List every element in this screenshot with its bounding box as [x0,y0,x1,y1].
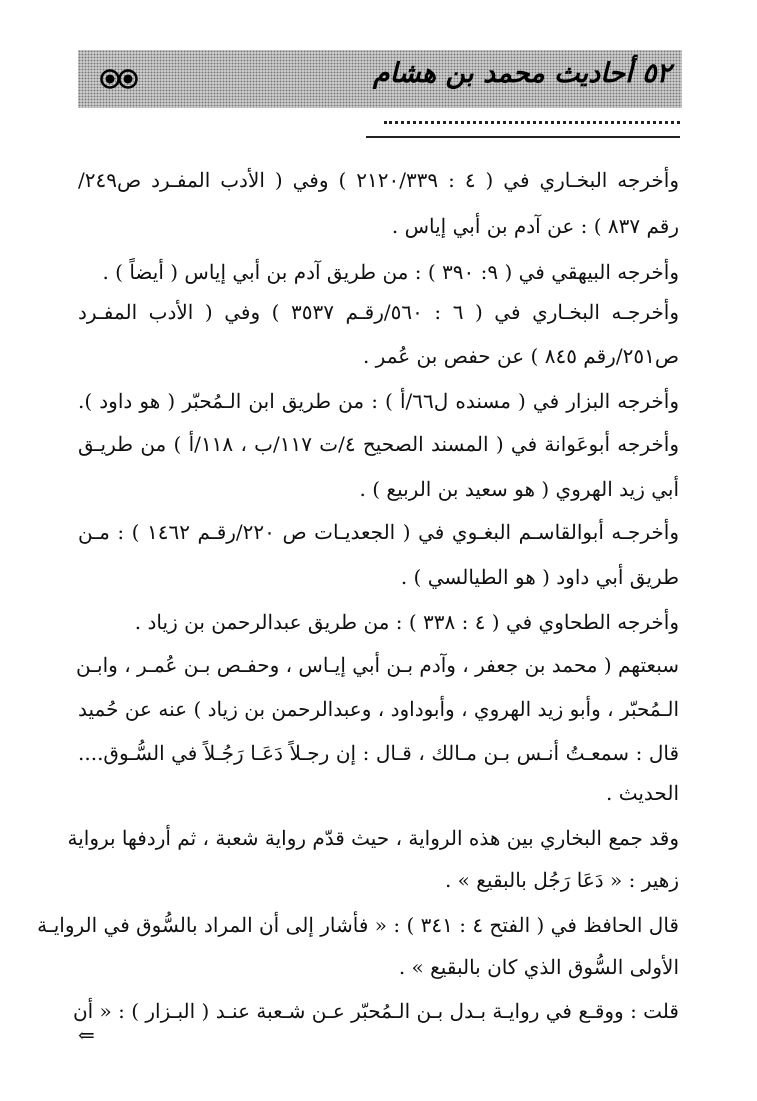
text-line: قال الحافظ في ( الفتح ٤ : ٣٤١ ) : « فأشار إلى أن المراد بالسُّوق في الروايـة [37,913,679,937]
text-line: وأخرجه البخـاري في ( ٤ : ٢١٢٠/٣٣٩ ) وفي ( الأدب المفـرد ص٢٤٩/ [78,168,679,192]
text-line: الأولى السُّوق الذي كان بالبقيع » . [398,955,679,979]
text-line: وأخرجه أبوعَوانة في ( المسند الصحيح ٤/ت ١١٧/ب ، ١١٨/أ ) من طريـق [78,432,679,456]
text-line: أبي زيد الهروي ( هو سعيد بن الربيع ) . [359,477,679,501]
text-line: ص٢٥١/رقم ٨٤٥ ) عن حفص بن عُمر . [362,344,679,368]
text-line: وأخرجه البزار في ( مسنده ل٦٦/أ ) : من طريق ابن الـمُحبّر ( هو داود ). [78,389,679,413]
text-line: سبعتهم ( محمد بن جعفر ، وآدم بـن أبي إيـاس ، وحفـص بـن عُمـر ، وابـن [75,653,679,677]
text-line: الـمُحبّر ، وأبو زيد الهروي ، وأبوداود ، وعبدالرحمن بن زياد ) عنه عن حُميد [78,697,679,721]
text-line: وأخرجـه البخـاري في ( ٦ : ٥٦٠/رقـم ٣٥٣٧ ) وفي ( الأدب المفـرد [78,300,680,324]
text-line: وقد جمع البخاري بين هذه الرواية ، حيث قدّم رواية شعبة ، ثم أردفها برواية [67,826,679,850]
text-line: وأخرجـه أبوالقاسـم البغـوي في ( الجعديـات ص ٢٢٠/رقـم ١٤٦٢ ) : مـن [78,520,679,544]
text-line: قال : سمعـتُ أنـس بـن مـالك ، قـال : إن رجـلاً دَعَـا رَجُـلاً في السُّـوق.... [78,741,679,765]
text-line: رقم ٨٣٧ ) : عن آدم بن أبي إياس . [391,214,679,238]
text-line: قلت : ووقـع في روايـة بـدل بـن الـمُحبّر عـن شـعبة عنـد ( البـزار ) : « أن [72,999,679,1023]
page-number: ٥٢ [641,58,671,89]
text-line: زهير : « دَعَا رَجُل بالبقيع » . [444,868,679,892]
text-line: طريق أبي داود ( هو الطيالسي ) . [400,565,679,589]
text-line: وأخرجه البيهقي في ( ٩: ٣٩٠ ) : من طريق آدم بن أبي إياس ( أيضاً ) . [102,260,679,284]
double-circle-ornament-icon [100,68,138,90]
text-line: وأخرجه الطحاوي في ( ٤ : ٣٣٨ ) : من طريق عبدالرحمن بن زياد . [134,610,679,634]
book-title: أحاديث محمد بن هشام [372,58,633,89]
dotted-separator [384,121,680,124]
text-line: الحديث . [606,781,679,805]
continuation-arrow-icon: ⇐ [78,1023,95,1047]
solid-separator [366,136,680,138]
running-header [373,58,671,89]
